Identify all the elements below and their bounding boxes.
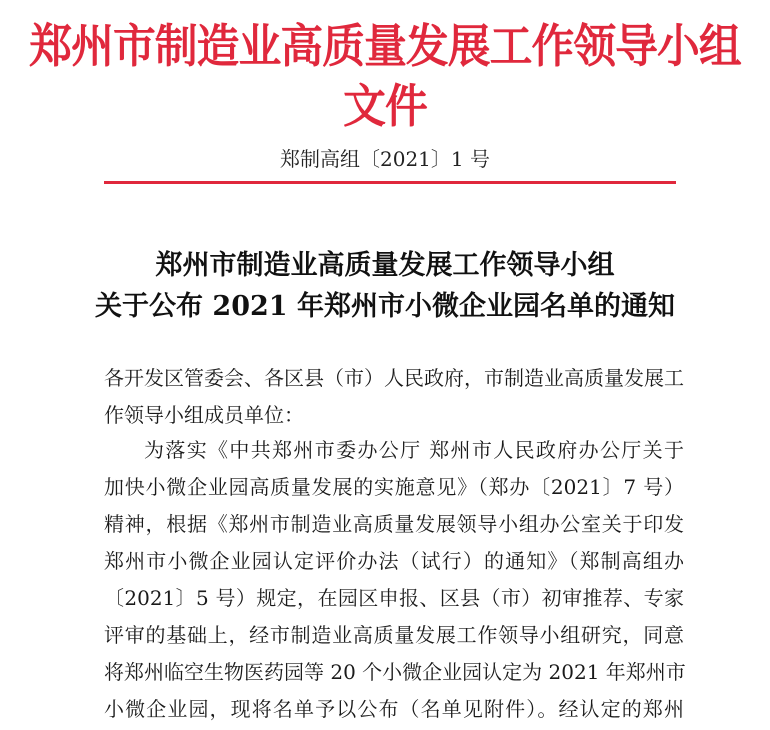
- paragraph-line: 小微企业园，现将名单予以公布（名单见附件）。经认定的郑州: [104, 697, 684, 721]
- notice-title-line-2: 关于公布 2021 年郑州市小微企业园名单的通知: [95, 291, 675, 322]
- salutation: [104, 360, 684, 434]
- document-number: 郑制高组〔2021〕1 号: [280, 147, 490, 171]
- paragraph-line: 为落实《中共郑州市委办公厅 郑州市人民政府办公厅关于: [144, 438, 684, 462]
- paragraph-line: 评审的基础上，经市制造业高质量发展工作领导小组研究，同意: [104, 623, 684, 647]
- paragraph-line: 精神，根据《郑州市制造业高质量发展领导小组办公室关于印发: [104, 512, 684, 536]
- paragraph-line: 〔2021〕5 号）规定，在园区申报、区县（市）初审推荐、专家: [104, 586, 684, 610]
- body-paragraph: [104, 432, 684, 728]
- red-divider-line: [104, 181, 676, 184]
- paragraph-line: 加快小微企业园高质量发展的实施意见》（郑办〔2021〕7 号）: [104, 475, 684, 499]
- paragraph-line: 郑州市小微企业园认定评价办法（试行）的通知》（郑制高组办: [104, 549, 684, 573]
- notice-title-line-1: 郑州市制造业高质量发展工作领导小组: [155, 250, 615, 281]
- document-header-title: 郑州市制造业高质量发展工作领导小组文件: [29, 19, 741, 133]
- salutation-line: 作领导小组成员单位：: [104, 403, 304, 427]
- paragraph-line: 将郑州临空生物医药园等 20 个小微企业园认定为 2021 年郑州市: [104, 660, 686, 684]
- salutation-line: 各开发区管委会、各区县（市）人民政府，市制造业高质量发展工: [104, 366, 684, 390]
